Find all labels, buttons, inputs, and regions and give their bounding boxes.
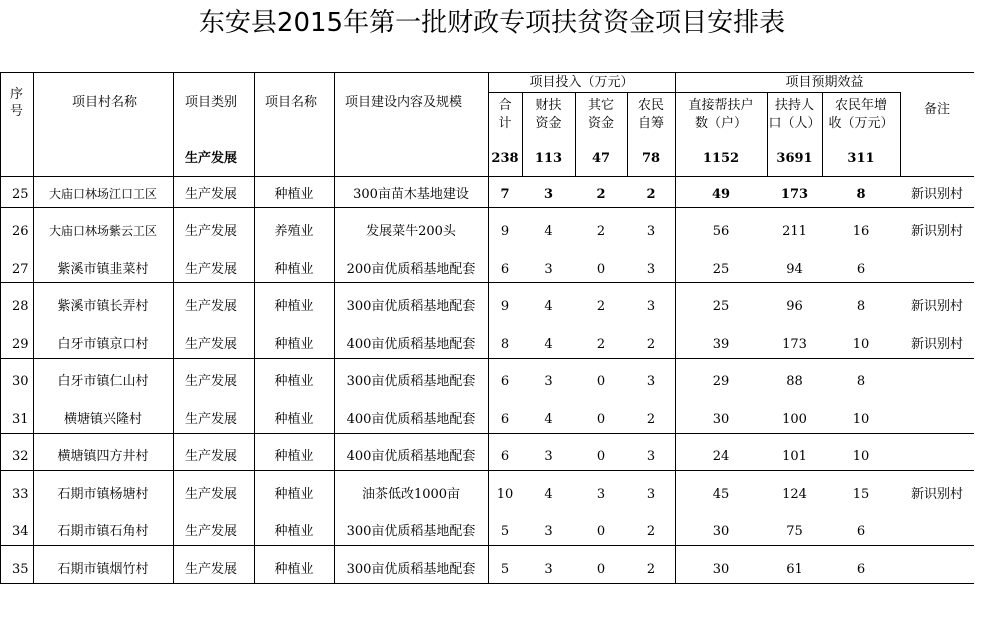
table-border-top: [0, 72, 974, 73]
cell-content: 300亩优质稻基地配套: [346, 524, 476, 539]
cell-seq: 29: [12, 337, 29, 352]
cell-seq: 32: [12, 449, 29, 464]
cell-total: 10: [496, 487, 514, 502]
cell-seq: 33: [12, 487, 29, 502]
cell-category: 生产发展: [185, 262, 238, 277]
row-divider: [0, 433, 974, 434]
cell-village: 大庙口林场紫云工区: [48, 224, 157, 238]
cell-income: 16: [852, 224, 870, 239]
cell-income: 6: [856, 562, 866, 577]
cell-farmer: 2: [646, 412, 656, 427]
cell-total: 9: [500, 224, 510, 239]
cell-name: 种植业: [274, 337, 314, 352]
cell-name: 养殖业: [274, 224, 314, 239]
cell-seq: 25: [12, 187, 29, 202]
header-bottom-rule: [0, 176, 974, 177]
cell-remark: 新识别村: [910, 337, 963, 352]
cell-category: 生产发展: [185, 224, 238, 239]
cell-fiscal: 4: [544, 412, 553, 427]
header-seq-1: 序: [10, 87, 24, 102]
cell-farmer: 3: [646, 449, 656, 464]
summary-fiscal: 113: [534, 151, 563, 166]
cell-name: 种植业: [274, 374, 314, 389]
col-rule: [488, 72, 489, 583]
cell-village: 白牙市镇京口村: [57, 337, 149, 352]
header-farmer-1: 农民: [637, 98, 664, 113]
cell-farmer: 3: [646, 374, 656, 389]
cell-households: 45: [712, 487, 730, 502]
cell-remark: 新识别村: [910, 299, 963, 314]
cell-farmer: 3: [646, 262, 656, 277]
header-name: 项目名称: [265, 95, 318, 110]
header-fiscal-2: 资金: [535, 116, 562, 131]
summary-other: 47: [591, 151, 611, 166]
cell-households: 39: [712, 337, 730, 352]
row-divider: [0, 282, 974, 283]
cell-other: 0: [596, 262, 606, 277]
cell-category: 生产发展: [185, 187, 238, 202]
cell-name: 种植业: [274, 524, 314, 539]
header-income-1: 农民年增: [834, 98, 887, 113]
cell-population: 101: [782, 449, 807, 464]
cell-total: 5: [500, 524, 510, 539]
header-income-2: 收（万元）: [828, 116, 894, 131]
cell-total: 7: [500, 187, 510, 202]
summary-farmer: 78: [641, 151, 661, 166]
cell-category: 生产发展: [185, 449, 238, 464]
cell-seq: 28: [12, 299, 29, 314]
cell-other: 3: [596, 487, 606, 502]
cell-village: 紫溪市镇韭菜村: [57, 262, 149, 277]
cell-remark: 新识别村: [910, 224, 963, 239]
cell-fiscal: 4: [544, 487, 553, 502]
cell-fiscal: 3: [543, 187, 554, 202]
cell-village: 白牙市镇仁山村: [57, 374, 149, 389]
cell-name: 种植业: [274, 262, 314, 277]
cell-seq: 27: [12, 262, 29, 277]
summary-total: 238: [491, 151, 519, 166]
col-rule: [675, 72, 676, 583]
summary-category: 生产发展: [185, 151, 238, 166]
page-title: 东安县2015年第一批财政专项扶贫资金项目安排表: [198, 8, 786, 38]
cell-seq: 34: [12, 524, 29, 539]
table-border-bottom: [0, 583, 974, 584]
cell-population: 88: [786, 374, 803, 389]
cell-other: 2: [596, 337, 606, 352]
cell-total: 6: [500, 374, 510, 389]
cell-population: 94: [786, 262, 803, 277]
cell-category: 生产发展: [185, 337, 238, 352]
header-total-2: 计: [498, 116, 512, 131]
cell-fiscal: 3: [544, 562, 553, 577]
cell-other: 2: [596, 187, 606, 202]
cell-population: 96: [786, 299, 803, 314]
cell-income: 10: [852, 449, 870, 464]
cell-category: 生产发展: [185, 412, 238, 427]
cell-other: 0: [596, 449, 606, 464]
cell-fiscal: 3: [544, 449, 553, 464]
cell-total: 9: [500, 299, 510, 314]
cell-total: 6: [500, 449, 510, 464]
row-divider: [0, 545, 974, 546]
cell-farmer: 2: [646, 337, 656, 352]
cell-farmer: 3: [646, 487, 656, 502]
cell-seq: 26: [12, 224, 29, 239]
cell-content: 发展菜牛200头: [366, 224, 456, 239]
cell-other: 2: [596, 299, 606, 314]
cell-village: 石期市镇烟竹村: [57, 562, 149, 577]
cell-content: 300亩优质稻基地配套: [346, 562, 476, 577]
cell-income: 6: [856, 262, 866, 277]
header-seq-2: 号: [10, 104, 24, 119]
cell-farmer: 2: [646, 187, 656, 202]
cell-content: 200亩优质稻基地配套: [346, 262, 476, 277]
col-rule: [33, 72, 34, 583]
cell-households: 25: [712, 262, 730, 277]
cell-content: 400亩优质稻基地配套: [346, 449, 476, 464]
cell-income: 8: [856, 299, 866, 314]
header-remark: 备注: [923, 102, 950, 117]
cell-content: 300亩优质稻基地配套: [346, 374, 476, 389]
cell-seq: 31: [12, 412, 29, 427]
header-other-1: 其它: [587, 98, 614, 113]
cell-farmer: 3: [646, 299, 656, 314]
cell-population: 124: [782, 487, 807, 502]
cell-farmer: 2: [646, 524, 656, 539]
cell-total: 6: [500, 412, 510, 427]
cell-village: 石期市镇杨塘村: [57, 487, 149, 502]
cell-farmer: 2: [646, 562, 656, 577]
row-divider: [0, 358, 974, 359]
cell-households: 56: [712, 224, 730, 239]
cell-content: 300亩苗木基地建设: [353, 187, 469, 202]
cell-income: 15: [852, 487, 870, 502]
header-households-2: 数（户）: [694, 116, 747, 131]
cell-population: 100: [782, 412, 807, 427]
header-population-2: 口（人）: [768, 116, 821, 131]
cell-farmer: 3: [646, 224, 656, 239]
row-divider: [0, 470, 974, 471]
cell-content: 300亩优质稻基地配套: [346, 299, 476, 314]
cell-fiscal: 4: [544, 337, 553, 352]
header-households-1: 直接帮扶户: [688, 98, 754, 113]
cell-village: 横塘镇四方井村: [57, 449, 149, 464]
header-investment-group: 项目投入（万元）: [529, 75, 634, 90]
cell-name: 种植业: [274, 449, 314, 464]
cell-income: 8: [856, 187, 866, 202]
cell-total: 8: [500, 337, 510, 352]
cell-population: 173: [782, 337, 807, 352]
header-fiscal-1: 财扶: [535, 98, 562, 113]
cell-category: 生产发展: [185, 374, 238, 389]
cell-seq: 30: [12, 374, 29, 389]
col-rule: [173, 72, 174, 583]
cell-income: 8: [856, 374, 866, 389]
cell-village: 紫溪市镇长弄村: [57, 299, 149, 314]
cell-category: 生产发展: [185, 524, 238, 539]
cell-name: 种植业: [274, 562, 314, 577]
header-category: 项目类别: [185, 95, 238, 110]
cell-income: 6: [856, 524, 866, 539]
cell-other: 0: [596, 562, 606, 577]
row-divider: [0, 207, 974, 208]
cell-households: 29: [712, 374, 730, 389]
cell-population: 211: [782, 224, 807, 239]
col-rule: [334, 72, 335, 583]
header-farmer-2: 自筹: [637, 116, 664, 131]
summary-income: 311: [847, 151, 875, 166]
summary-households: 1152: [702, 151, 740, 166]
header-population-1: 扶持人: [774, 98, 814, 113]
header-other-2: 资金: [587, 116, 614, 131]
cell-income: 10: [852, 337, 870, 352]
cell-other: 0: [596, 524, 606, 539]
cell-households: 25: [712, 299, 730, 314]
cell-village: 横塘镇兴隆村: [63, 412, 142, 427]
cell-population: 61: [786, 562, 803, 577]
cell-households: 49: [711, 187, 731, 202]
cell-name: 种植业: [274, 412, 314, 427]
cell-name: 种植业: [274, 187, 314, 202]
cell-other: 0: [596, 412, 606, 427]
cell-content: 油茶低改1000亩: [361, 487, 461, 502]
cell-fiscal: 3: [544, 524, 553, 539]
cell-content: 400亩优质稻基地配套: [346, 337, 476, 352]
cell-category: 生产发展: [185, 487, 238, 502]
cell-population: 173: [780, 187, 809, 202]
cell-seq: 35: [12, 562, 29, 577]
cell-village: 大庙口林场江口工区: [48, 187, 157, 201]
cell-name: 种植业: [274, 487, 314, 502]
col-rule: [0, 72, 1, 583]
cell-fiscal: 3: [544, 374, 553, 389]
cell-remark: 新识别村: [910, 187, 963, 202]
header-village: 项目村名称: [72, 95, 138, 110]
cell-income: 10: [852, 412, 870, 427]
cell-fiscal: 3: [544, 262, 553, 277]
header-total-1: 合: [498, 98, 512, 113]
cell-content: 400亩优质稻基地配套: [346, 412, 476, 427]
cell-total: 6: [500, 262, 510, 277]
cell-households: 24: [712, 449, 730, 464]
cell-other: 2: [596, 224, 606, 239]
cell-fiscal: 4: [544, 299, 553, 314]
cell-category: 生产发展: [185, 562, 238, 577]
header-content: 项目建设内容及规模: [345, 95, 463, 110]
col-rule: [254, 72, 255, 583]
cell-village: 石期市镇石角村: [57, 524, 149, 539]
cell-households: 30: [712, 524, 730, 539]
cell-other: 0: [596, 374, 606, 389]
cell-remark: 新识别村: [910, 487, 963, 502]
cell-fiscal: 4: [544, 224, 553, 239]
cell-population: 75: [786, 524, 803, 539]
investment-header-rule: [488, 92, 900, 93]
cell-name: 种植业: [274, 299, 314, 314]
cell-households: 30: [712, 562, 730, 577]
cell-category: 生产发展: [185, 299, 238, 314]
cell-households: 30: [712, 412, 730, 427]
cell-total: 5: [500, 562, 510, 577]
summary-population: 3691: [776, 151, 813, 166]
header-benefit-group: 项目预期效益: [785, 75, 864, 90]
